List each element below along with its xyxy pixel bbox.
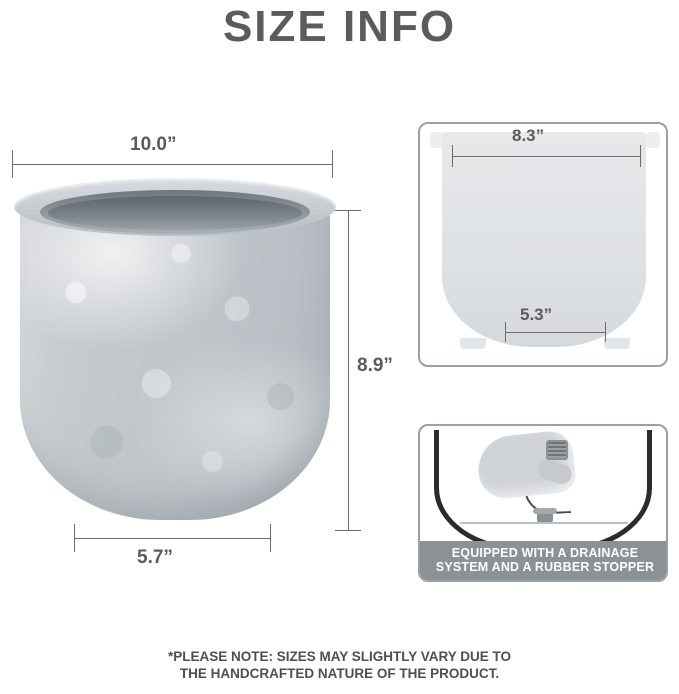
section-top-tick-right [640,145,641,167]
drainage-caption [420,541,668,580]
pot-body-shape [20,195,330,520]
drainage-base-line [460,522,628,524]
top-width-dimension-line [12,164,332,165]
bottom-width-tick-left [74,524,75,552]
page-title: SIZE INFO [222,2,457,51]
cross-section-panel [418,122,668,367]
section-top-width-label: 8.3” [512,126,545,145]
section-top-tick-left [452,145,453,167]
drainage-panel [418,424,668,582]
height-tick-top [335,210,361,211]
section-bottom-tick-right [605,322,606,342]
section-lip-right [646,132,660,148]
footnote [0,648,679,682]
main-pot-illustration [12,140,402,570]
section-foot-left [460,338,486,349]
rubber-stopper-flange [533,508,557,514]
footnote-line2: THE HANDCRAFTED NATURE OF THE PRODUCT. [179,666,500,681]
section-bottom-tick-left [505,322,506,342]
drainage-caption-line2: SYSTEM AND A RUBBER STOPPER [435,560,655,574]
stopper-in-hand-icon [546,440,568,460]
height-tick-bottom [335,530,361,531]
section-top-width-dimension-line [452,156,640,157]
top-width-tick-right [332,150,333,178]
section-bottom-width-dimension-line [505,332,605,333]
bottom-width-label: 5.7” [137,547,173,568]
bottom-width-tick-right [270,524,271,552]
height-label: 8.9” [357,355,393,376]
footnote-line1: *PLEASE NOTE: SIZES MAY SLIGHTLY VARY DUE TO [167,649,512,664]
top-width-tick-left [12,150,13,178]
pot-inner-shadow [48,196,302,230]
section-foot-right [604,338,630,349]
drainage-caption-line1: EQUIPPED WITH A DRAINAGE [451,546,639,560]
top-width-label: 10.0” [130,134,177,155]
section-bottom-width-label: 5.3” [520,305,553,324]
bottom-width-dimension-line [74,538,270,539]
height-dimension-line [348,210,349,530]
